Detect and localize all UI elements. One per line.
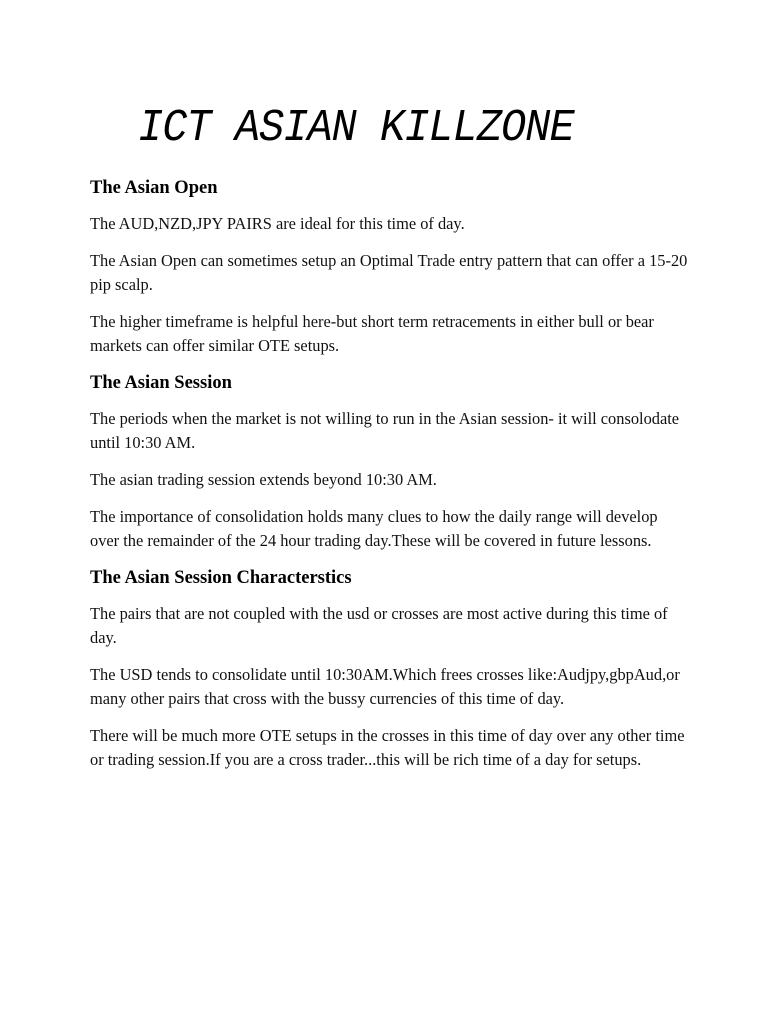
section-asian-session (90, 371, 688, 553)
document-title: ICT ASIAN KILLZONE (138, 102, 574, 155)
paragraph: The USD tends to consolidate until 10:30AM.Which frees crosses like:Audjpy,gbpAud,or many other pairs that cross with the bussy currencies of this time of day. (90, 665, 680, 708)
paragraph: There will be much more OTE setups in the crosses in this time of day over any other time or trading session.If you are a cross trader...this will be rich time of a day for setups. (90, 726, 685, 769)
paragraph: The AUD,NZD,JPY PAIRS are ideal for this time of day. (90, 214, 465, 233)
section-heading-asian-open: The Asian Open (90, 178, 218, 198)
paragraph: The asian trading session extends beyond 10:30 AM. (90, 470, 437, 489)
paragraph: The periods when the market is not willing to run in the Asian session- it will consolodate until 10:30 AM. (90, 409, 680, 452)
section-asian-open (90, 176, 688, 358)
section-heading-asian-session-characteristics: The Asian Session Characterstics (90, 568, 352, 588)
paragraph: The pairs that are not coupled with the usd or crosses are most active during this time of day. (90, 604, 668, 647)
paragraph: The importance of consolidation holds many clues to how the daily range will develop over the remainder of the 24 hour trading day.These will be covered in future lessons. (90, 507, 658, 550)
paragraph: The Asian Open can sometimes setup an Optimal Trade entry pattern that can offer a 15-20 pip scalp. (90, 251, 688, 294)
section-asian-session-characteristics (90, 566, 688, 772)
section-heading-asian-session: The Asian Session (90, 373, 232, 393)
paragraph: The higher timeframe is helpful here-but short term retracements in either bull or bear markets can offer similar OTE setups. (90, 312, 654, 355)
